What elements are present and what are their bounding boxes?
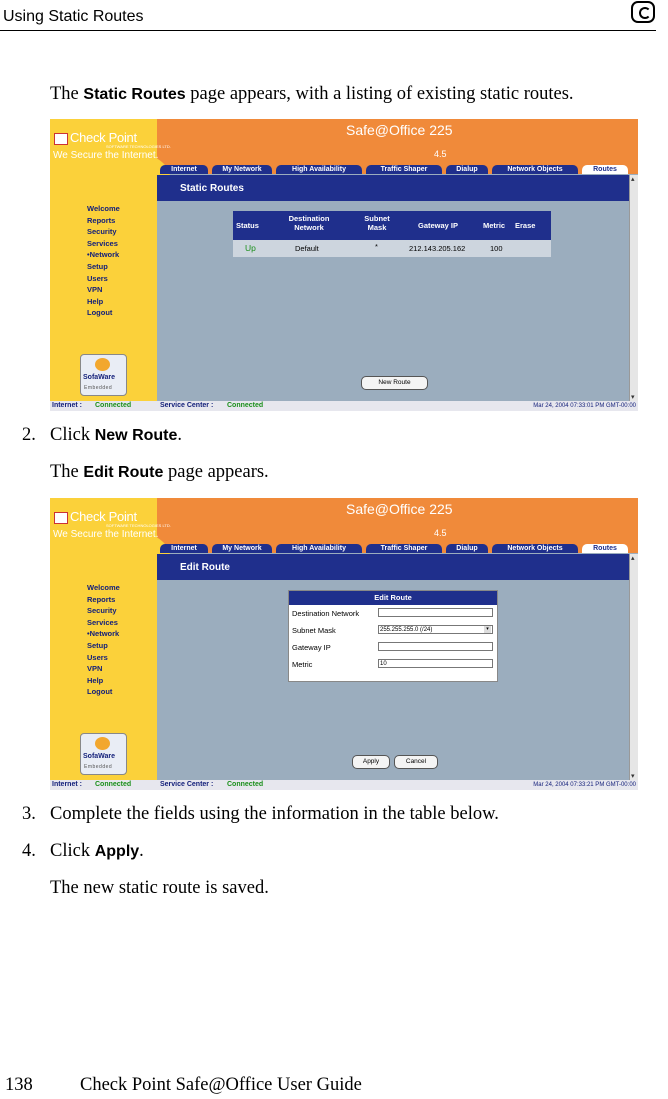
sidebar-item-help[interactable]: Help (87, 296, 104, 306)
product-name: Safe@Office 225 (346, 122, 453, 138)
internet-label: Internet : (52, 781, 82, 788)
cell-status: Up (245, 243, 256, 253)
destination-network-input[interactable] (378, 608, 493, 617)
new-route-ref: New Route (94, 427, 178, 444)
sidebar-item-help[interactable]: Help (87, 675, 104, 685)
intro-bold: Static Routes (83, 86, 186, 103)
logo-subtitle: SOFTWARE TECHNOLOGIES LTD. (106, 523, 171, 528)
internet-status: Connected (95, 781, 132, 788)
logo-tagline: We Secure the Internet. (53, 529, 159, 540)
col-destination: Destination Network (288, 214, 330, 232)
page-title-bar (157, 175, 629, 201)
service-center-label: Service Center : (160, 781, 214, 788)
service-center-status: Connected (227, 781, 264, 788)
step4-text: Click Apply. (50, 841, 144, 861)
destination-network-row (291, 605, 495, 622)
scrollbar[interactable] (629, 554, 638, 780)
tab-network-objects[interactable]: Network Objects (492, 544, 578, 553)
col-erase: Erase (515, 221, 536, 230)
new-route-button[interactable]: New Route (361, 376, 428, 390)
tab-dialup[interactable]: Dialup (446, 165, 488, 174)
page-title: Edit Route (180, 562, 230, 573)
metric-input[interactable]: 10 (378, 659, 493, 668)
logo-title: Check Point (70, 130, 137, 145)
col-metric: Metric (483, 221, 506, 230)
nav-tabs (157, 544, 638, 554)
result-text: The new static route is saved. (50, 878, 269, 898)
checkpoint-logo-icon (631, 1, 655, 23)
subnet-mask-select[interactable]: 255.255.255.0 (/24) ▾ (378, 625, 493, 634)
logo-title: Check Point (70, 509, 137, 524)
sidebar-item-welcome[interactable]: Welcome (87, 204, 120, 213)
sidebar-item-network[interactable]: •Network (87, 250, 120, 260)
sidebar-menu (87, 203, 120, 319)
checkpoint-envelope-icon (54, 512, 68, 524)
tab-internet[interactable]: Internet (160, 544, 208, 553)
step2-number: 2. (22, 425, 36, 445)
internet-label: Internet : (52, 402, 82, 409)
sofaware-sub: Embedded (84, 385, 113, 391)
service-center-status: Connected (227, 402, 264, 409)
checkpoint-envelope-icon (54, 133, 68, 145)
sidebar-item-services[interactable]: Services (87, 238, 118, 248)
footer-title: Check Point Safe@Office User Guide (80, 1075, 362, 1095)
col-mask: Subnet Mask (364, 214, 390, 232)
status-datetime: Mar 24, 2004 07:33:21 PM GMT-00:00 (533, 782, 636, 788)
product-version: 4.5 (434, 528, 447, 538)
scrollbar[interactable] (629, 175, 638, 401)
sidebar-item-users[interactable]: Users (87, 652, 108, 662)
cell-gateway: 212.143.205.162 (409, 244, 466, 253)
sidebar-item-setup[interactable]: Setup (87, 261, 108, 271)
page-header (0, 0, 656, 31)
cell-destination: Default (295, 244, 319, 253)
logo-tagline: We Secure the Internet. (53, 150, 159, 161)
status-bar (50, 780, 638, 790)
tab-network-objects[interactable]: Network Objects (492, 165, 578, 174)
page-number: 138 (5, 1075, 33, 1095)
sofaware-name: SofaWare (83, 753, 116, 760)
sidebar-item-reports[interactable]: Reports (87, 215, 116, 225)
sidebar-menu (87, 582, 120, 698)
sidebar-item-security[interactable]: Security (87, 606, 117, 616)
sofaware-icon (95, 737, 110, 750)
sidebar-item-security[interactable]: Security (87, 227, 117, 237)
cancel-button[interactable]: Cancel (394, 755, 438, 769)
chevron-down-icon[interactable]: ▾ (484, 626, 491, 633)
intro-post: page appears, with a listing of existing static routes. (185, 84, 574, 104)
tab-internet[interactable]: Internet (160, 165, 208, 174)
tab-traffic-shaper[interactable]: Traffic Shaper (366, 544, 442, 553)
edit-route-form (288, 590, 498, 682)
table-row (233, 240, 551, 257)
product-version: 4.5 (434, 149, 447, 159)
logo-subtitle: SOFTWARE TECHNOLOGIES LTD. (106, 144, 171, 149)
intro-pre: The (50, 84, 84, 104)
step4-number: 4. (22, 841, 36, 861)
step3-text: Complete the fields using the information in the table below. (50, 804, 499, 824)
intro-paragraph (50, 84, 574, 105)
gateway-ip-input[interactable] (378, 642, 493, 651)
sofaware-logo (80, 733, 127, 775)
sofaware-name: SofaWare (83, 374, 116, 381)
col-gateway: Gateway IP (418, 221, 459, 230)
sidebar-item-setup[interactable]: Setup (87, 640, 108, 650)
routes-table (233, 211, 551, 257)
col-status: Status (236, 221, 259, 230)
cell-mask: * (375, 242, 378, 251)
edit-route-ref: Edit Route (83, 464, 164, 481)
tab-routes[interactable]: Routes (582, 544, 628, 553)
gateway-ip-label: Gateway IP (292, 643, 331, 652)
status-datetime: Mar 24, 2004 07:33:01 PM GMT-00:00 (533, 403, 636, 409)
sofaware-sub: Embedded (84, 764, 113, 770)
header-title: Using Static Routes (3, 8, 144, 25)
service-center-label: Service Center : (160, 402, 214, 409)
apply-button[interactable]: Apply (352, 755, 390, 769)
sidebar-item-vpn[interactable]: VPN (87, 664, 103, 674)
edit-route-screenshot (50, 498, 638, 790)
step2-text: Click New Route. (50, 425, 183, 445)
internet-status: Connected (95, 402, 132, 409)
metric-row (291, 656, 495, 673)
static-routes-screenshot (50, 119, 638, 411)
tab-my-network[interactable]: My Network (212, 544, 272, 553)
step2-result: The Edit Route page appears. (50, 462, 269, 482)
metric-label: Metric (292, 660, 313, 669)
tab-traffic-shaper[interactable]: Traffic Shaper (366, 165, 442, 174)
sidebar-item-reports[interactable]: Reports (87, 594, 116, 604)
sidebar-item-vpn[interactable]: VPN (87, 285, 103, 295)
sidebar-item-network[interactable]: •Network (87, 629, 120, 639)
tab-high-availability[interactable]: High Availability (276, 544, 362, 553)
form-title: Edit Route (289, 591, 497, 605)
product-name: Safe@Office 225 (346, 501, 453, 517)
tab-routes[interactable]: Routes (582, 165, 628, 174)
nav-tabs (157, 165, 638, 175)
table-header (233, 211, 551, 240)
cell-metric: 100 (490, 244, 503, 253)
sofaware-logo (80, 354, 127, 396)
sidebar-item-welcome[interactable]: Welcome (87, 583, 120, 592)
tab-my-network[interactable]: My Network (212, 165, 272, 174)
gateway-ip-row (291, 639, 495, 656)
step3-number: 3. (22, 804, 36, 824)
sidebar-item-services[interactable]: Services (87, 617, 118, 627)
destination-network-label: Destination Network (292, 609, 360, 618)
sidebar-item-logout[interactable]: Logout (87, 687, 113, 697)
sidebar-item-logout[interactable]: Logout (87, 308, 113, 318)
status-bar (50, 401, 638, 411)
page-title-bar (157, 554, 629, 580)
tab-dialup[interactable]: Dialup (446, 544, 488, 553)
apply-ref: Apply (94, 843, 140, 860)
tab-high-availability[interactable]: High Availability (276, 165, 362, 174)
subnet-mask-label: Subnet Mask (292, 626, 336, 635)
page-title: Static Routes (180, 183, 244, 194)
sofaware-icon (95, 358, 110, 371)
sidebar-item-users[interactable]: Users (87, 273, 108, 283)
subnet-mask-row (291, 622, 495, 639)
